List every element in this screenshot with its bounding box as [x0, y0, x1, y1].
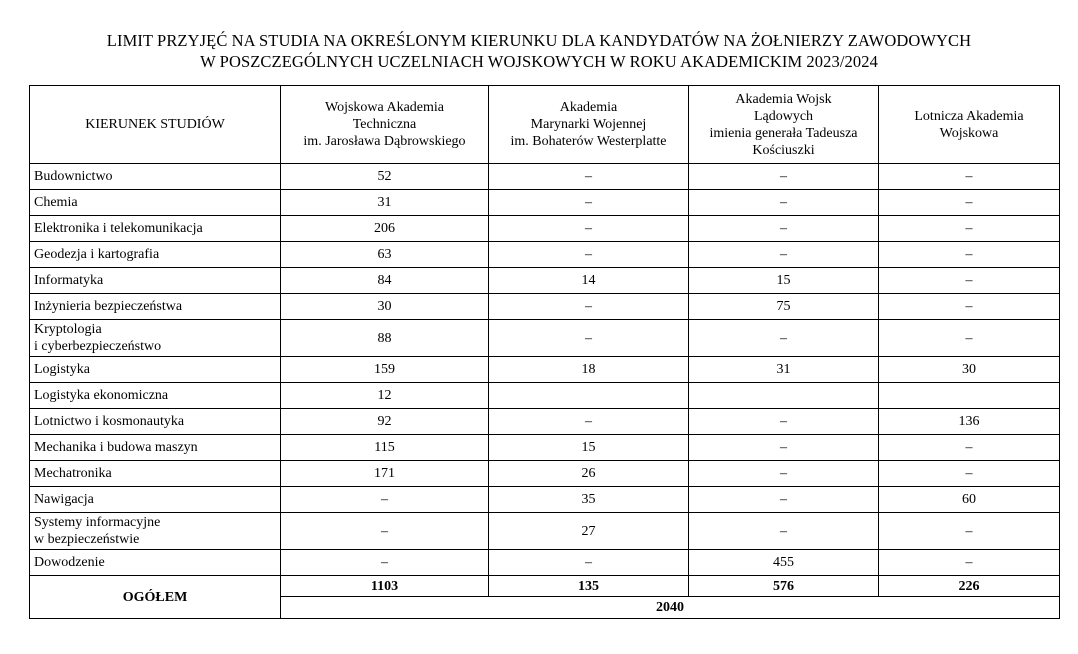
- value-cell: 30: [281, 294, 489, 320]
- header-amw: Akademia Marynarki Wojennej im. Bohaterów Westerplatte: [489, 86, 689, 164]
- table-row: [30, 513, 1060, 550]
- value-cell: 27: [489, 513, 689, 550]
- value-cell: –: [879, 513, 1060, 550]
- value-cell: –: [879, 550, 1060, 576]
- value-cell: 60: [879, 487, 1060, 513]
- value-cell: –: [879, 320, 1060, 357]
- value-cell: –: [489, 409, 689, 435]
- table-row: [30, 216, 1060, 242]
- header-awl: Akademia Wojsk Lądowych imienia generała Tadeusza Kościuszki: [689, 86, 879, 164]
- table-row: [30, 550, 1060, 576]
- value-cell: 75: [689, 294, 879, 320]
- value-cell: 88: [281, 320, 489, 357]
- value-cell: 18: [489, 357, 689, 383]
- value-cell: –: [879, 242, 1060, 268]
- field-of-study-cell: Mechanika i budowa maszyn: [30, 435, 281, 461]
- admission-limits-table: [29, 85, 1060, 619]
- value-cell: –: [689, 461, 879, 487]
- value-cell: –: [689, 216, 879, 242]
- value-cell: 52: [281, 164, 489, 190]
- field-of-study-cell: Elektronika i telekomunikacja: [30, 216, 281, 242]
- field-of-study-cell: Systemy informacyjne w bezpieczeństwie: [30, 513, 281, 550]
- value-cell: –: [689, 487, 879, 513]
- value-cell: –: [281, 487, 489, 513]
- table-row: [30, 294, 1060, 320]
- value-cell: [879, 383, 1060, 409]
- table-row: [30, 320, 1060, 357]
- value-cell: –: [879, 435, 1060, 461]
- value-cell: –: [879, 164, 1060, 190]
- table-row: [30, 164, 1060, 190]
- table-row: [30, 268, 1060, 294]
- value-cell: 159: [281, 357, 489, 383]
- value-cell: –: [879, 461, 1060, 487]
- value-cell: –: [489, 190, 689, 216]
- value-cell: 455: [689, 550, 879, 576]
- value-cell: –: [879, 216, 1060, 242]
- value-cell: –: [489, 294, 689, 320]
- header-wat: Wojskowa Akademia Techniczna im. Jarosława Dąbrowskiego: [281, 86, 489, 164]
- value-cell: 136: [879, 409, 1060, 435]
- value-cell: 15: [489, 435, 689, 461]
- table-row: [30, 242, 1060, 268]
- value-cell: –: [489, 320, 689, 357]
- table-row: [30, 435, 1060, 461]
- field-of-study-cell: Logistyka: [30, 357, 281, 383]
- value-cell: –: [489, 550, 689, 576]
- field-of-study-cell: Budownictwo: [30, 164, 281, 190]
- total-value-cell: 1103: [281, 576, 489, 597]
- field-of-study-cell: Lotnictwo i kosmonautyka: [30, 409, 281, 435]
- total-value-cell: 226: [879, 576, 1060, 597]
- field-of-study-cell: Informatyka: [30, 268, 281, 294]
- value-cell: –: [689, 435, 879, 461]
- field-of-study-cell: Geodezja i kartografia: [30, 242, 281, 268]
- value-cell: –: [489, 164, 689, 190]
- value-cell: 31: [281, 190, 489, 216]
- field-of-study-cell: Mechatronika: [30, 461, 281, 487]
- value-cell: 26: [489, 461, 689, 487]
- field-of-study-cell: Dowodzenie: [30, 550, 281, 576]
- value-cell: –: [689, 513, 879, 550]
- total-value-cell: 576: [689, 576, 879, 597]
- header-field-of-study: KIERUNEK STUDIÓW: [30, 86, 281, 164]
- value-cell: 92: [281, 409, 489, 435]
- value-cell: –: [879, 190, 1060, 216]
- field-of-study-cell: Inżynieria bezpieczeństwa: [30, 294, 281, 320]
- value-cell: –: [879, 268, 1060, 294]
- table-row: [30, 383, 1060, 409]
- field-of-study-cell: Logistyka ekonomiczna: [30, 383, 281, 409]
- value-cell: –: [689, 190, 879, 216]
- table-row: [30, 461, 1060, 487]
- value-cell: –: [489, 242, 689, 268]
- table-row: [30, 487, 1060, 513]
- total-value-cell: 135: [489, 576, 689, 597]
- document-title: [0, 30, 1078, 72]
- value-cell: –: [689, 320, 879, 357]
- table-row: [30, 190, 1060, 216]
- grand-total-value: 2040: [281, 597, 1060, 619]
- value-cell: –: [281, 513, 489, 550]
- value-cell: 30: [879, 357, 1060, 383]
- title-line-2: W POSZCZEGÓLNYCH UCZELNIACH WOJSKOWYCH W ROKU AKADEMICKIM 2023/2024: [200, 52, 878, 71]
- value-cell: –: [689, 164, 879, 190]
- table-row: [30, 357, 1060, 383]
- table-row: [30, 409, 1060, 435]
- value-cell: 63: [281, 242, 489, 268]
- value-cell: –: [879, 294, 1060, 320]
- total-row: [30, 576, 1060, 597]
- value-cell: 15: [689, 268, 879, 294]
- value-cell: 171: [281, 461, 489, 487]
- value-cell: –: [689, 409, 879, 435]
- value-cell: –: [689, 242, 879, 268]
- header-row: [30, 86, 1060, 164]
- value-cell: 206: [281, 216, 489, 242]
- header-law: Lotnicza Akademia Wojskowa: [879, 86, 1060, 164]
- value-cell: [489, 383, 689, 409]
- value-cell: 115: [281, 435, 489, 461]
- value-cell: –: [489, 216, 689, 242]
- value-cell: –: [281, 550, 489, 576]
- value-cell: [689, 383, 879, 409]
- value-cell: 35: [489, 487, 689, 513]
- value-cell: 84: [281, 268, 489, 294]
- value-cell: 12: [281, 383, 489, 409]
- value-cell: 14: [489, 268, 689, 294]
- value-cell: 31: [689, 357, 879, 383]
- field-of-study-cell: Chemia: [30, 190, 281, 216]
- field-of-study-cell: Kryptologia i cyberbezpieczeństwo: [30, 320, 281, 357]
- field-of-study-cell: Nawigacja: [30, 487, 281, 513]
- total-label: OGÓŁEM: [30, 576, 281, 619]
- title-line-1: LIMIT PRZYJĘĆ NA STUDIA NA OKREŚLONYM KIERUNKU DLA KANDYDATÓW NA ŻOŁNIERZY ZAWODOWYCH: [106, 31, 972, 50]
